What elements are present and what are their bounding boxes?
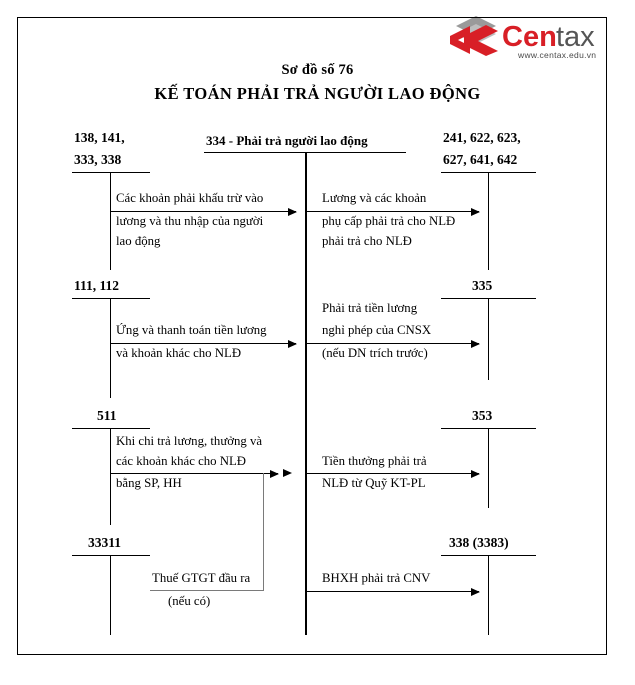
account-353-stem (488, 428, 489, 508)
entry-2-line-1: Lương và các khoản (322, 191, 427, 205)
account-138-stem (110, 172, 111, 270)
svg-text:tax: tax (556, 21, 595, 53)
account-511-label: 511 (97, 408, 117, 423)
vat-connector-line (263, 473, 264, 590)
entry-5-line-1: Khi chi trả lương, thưởng và (116, 434, 263, 448)
account-111-112-label: 111, 112 (74, 278, 120, 293)
entry-8-line-1: BHXH phải trả CNV (322, 571, 431, 585)
entry-1-line-3: lao động (116, 234, 161, 248)
account-511-stem (110, 428, 111, 525)
entry-1-line-1: Các khoản phải khấu trừ vào (116, 191, 264, 205)
svg-text:Cen: Cen (502, 21, 557, 53)
page-title: KẾ TOÁN PHẢI TRẢ NGƯỜI LAO ĐỘNG (154, 84, 481, 103)
account-33311-stem (110, 555, 111, 635)
entry-8-arrow (307, 591, 479, 592)
entry-4-line-1: Phải trả tiền lương (322, 301, 418, 315)
account-511-underline (72, 428, 150, 429)
account-33311-label: 33311 (88, 535, 122, 550)
entry-6-line-2: NLĐ từ Quỹ KT-PL (322, 476, 426, 490)
account-353-label: 353 (472, 408, 493, 423)
entry-3-line-2: và khoản khác cho NLĐ (116, 346, 242, 360)
account-241-622-623-label: 241, 622, 623, (443, 130, 521, 145)
account-33311-underline (72, 555, 150, 556)
entry-3-line-1: Ứng và thanh toán tiền lương (116, 323, 267, 337)
entry-4-line-3: (nếu DN trích trước) (322, 346, 428, 360)
diagram-number: Sơ đồ số 76 (281, 62, 354, 78)
account-627-641-642-label: 627, 641, 642 (443, 152, 518, 167)
account-138-141-label: 138, 141, (74, 130, 125, 145)
entry-4-line-2: nghỉ phép của CNSX (322, 323, 432, 337)
entry-1-line-2: lương và thu nhập của người (116, 214, 264, 228)
account-111-underline (72, 298, 150, 299)
diagram-border (17, 17, 607, 655)
account-334-stem (305, 152, 307, 635)
account-111-stem (110, 298, 111, 398)
entry-7-line-2: (nếu có) (168, 594, 211, 608)
account-338-3383-label: 338 (3383) (449, 535, 509, 550)
entry-5-arrowhead-second (283, 469, 292, 477)
account-138-underline (72, 172, 150, 173)
entry-6-line-1: Tiền thưởng phải trả (322, 454, 427, 468)
account-335-stem (488, 298, 489, 380)
account-241-stem (488, 172, 489, 270)
vat-connector-base (150, 590, 264, 591)
entry-5-line-3: bằng SP, HH (116, 476, 182, 490)
account-335-label: 335 (472, 278, 493, 293)
entry-5-line-2: các khoản khác cho NLĐ (116, 454, 247, 468)
account-333-338-label: 333, 338 (74, 152, 122, 167)
account-338-stem (488, 555, 489, 635)
entry-7-line-1: Thuế GTGT đầu ra (152, 571, 251, 585)
account-334-label: 334 - Phải trả người lao động (206, 133, 368, 148)
logo-url-text: www.centax.edu.vn (518, 50, 597, 60)
entry-2-line-3: phải trả cho NLĐ (322, 234, 412, 248)
entry-2-line-2: phụ cấp phải trả cho NLĐ (322, 214, 456, 228)
